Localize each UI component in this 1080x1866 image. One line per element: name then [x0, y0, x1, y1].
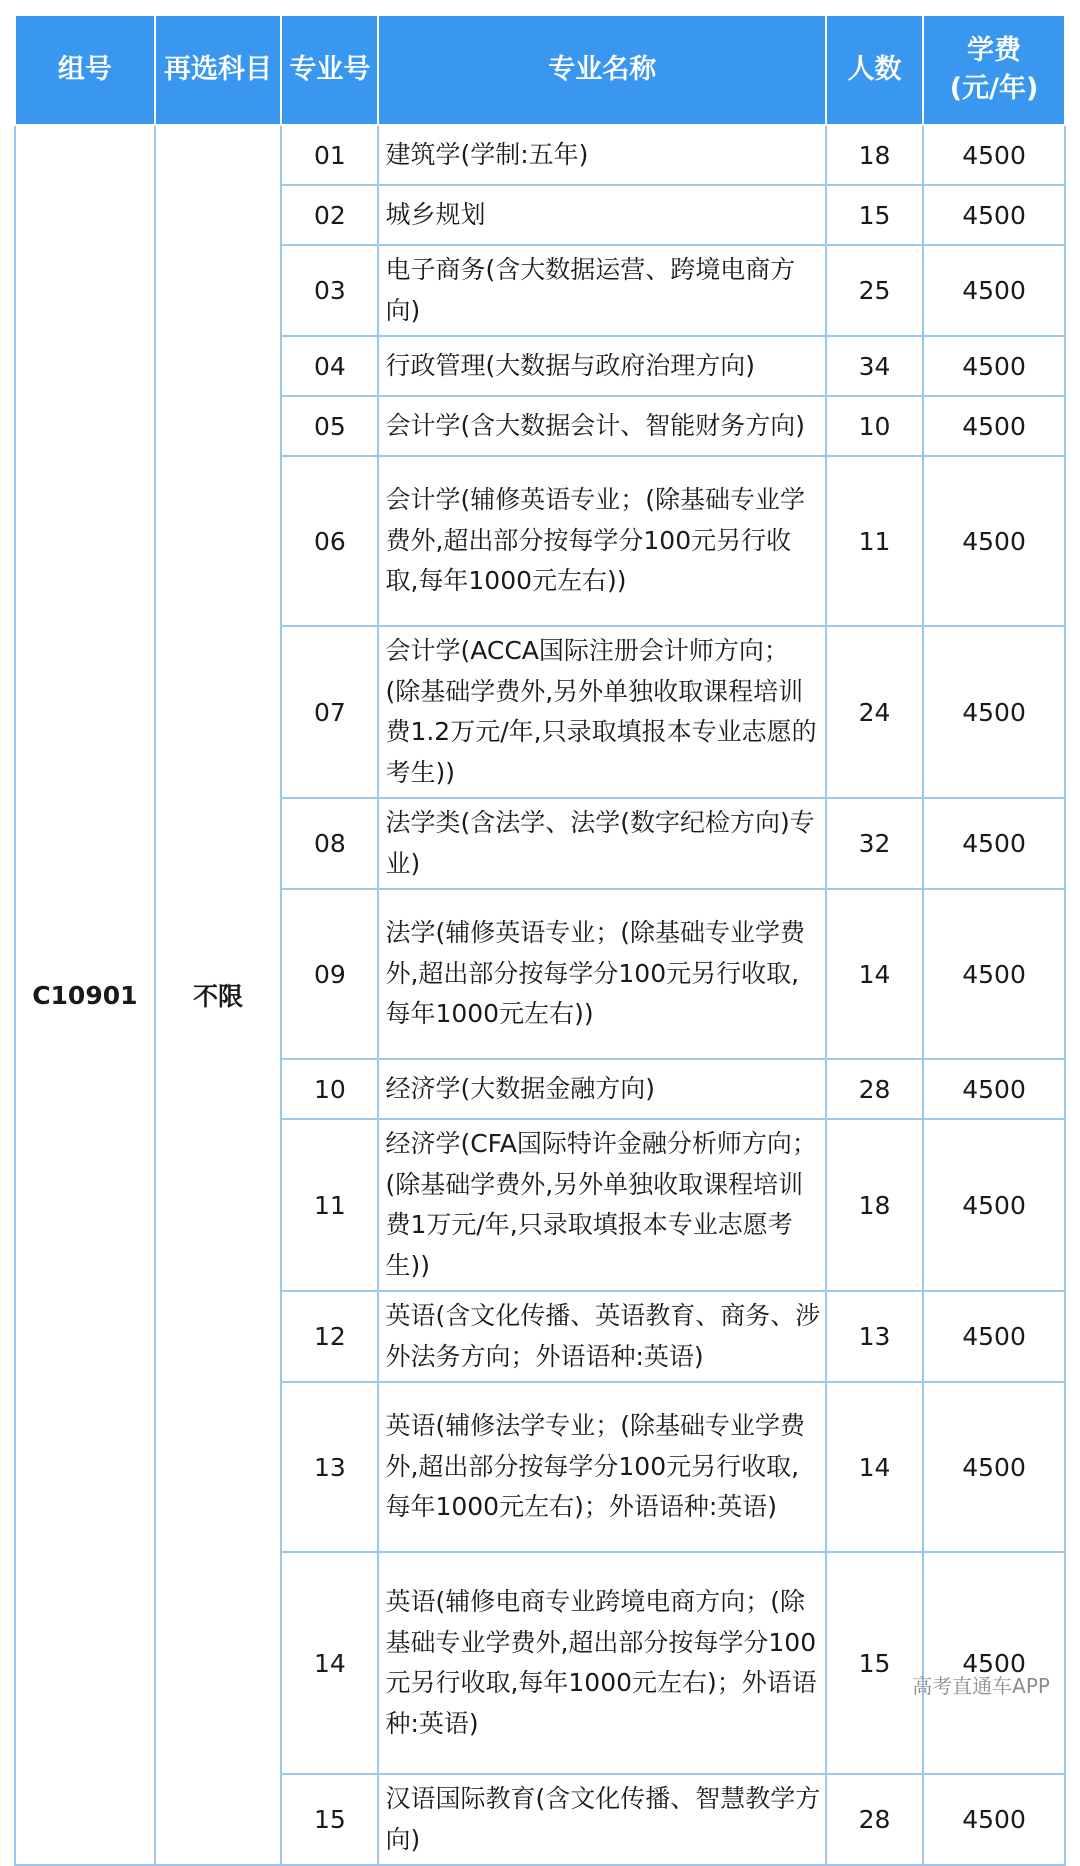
major-name-cell: 城乡规划: [378, 185, 826, 245]
fee-cell: 4500: [923, 626, 1065, 798]
count-cell: 15: [826, 1552, 923, 1774]
count-cell: 10: [826, 396, 923, 456]
header-count: 人数: [826, 15, 923, 125]
header-subject: 再选科目: [155, 15, 282, 125]
count-cell: 28: [826, 1774, 923, 1865]
header-fee: [923, 15, 1065, 125]
major-name-cell: 建筑学(学制:五年): [378, 125, 826, 185]
count-cell: 34: [826, 336, 923, 396]
major-name-cell: 英语(辅修法学专业；(除基础专业学费外,超出部分按每学分100元另行收取,每年1000元左右)；外语语种:英语): [378, 1382, 826, 1552]
fee-cell: 4500: [923, 1552, 1065, 1774]
major-name-cell: 会计学(ACCA国际注册会计师方向；(除基础学费外,另外单独收取课程培训费1.2万元/年,只录取填报本专业志愿的考生)): [378, 626, 826, 798]
count-cell: 18: [826, 1119, 923, 1291]
major-no-cell: 07: [281, 626, 378, 798]
major-no-cell: 01: [281, 125, 378, 185]
major-no-cell: 11: [281, 1119, 378, 1291]
admission-table: [14, 14, 1066, 1866]
major-no-cell: 05: [281, 396, 378, 456]
group-id-cell: C10901: [15, 125, 155, 1865]
subject-requirement-cell: 不限: [155, 125, 282, 1865]
fee-cell: 4500: [923, 1059, 1065, 1119]
major-no-cell: 04: [281, 336, 378, 396]
count-cell: 15: [826, 185, 923, 245]
fee-cell: 4500: [923, 185, 1065, 245]
count-cell: 18: [826, 125, 923, 185]
header-group: 组号: [15, 15, 155, 125]
table-row: [15, 125, 1065, 185]
count-cell: 13: [826, 1291, 923, 1382]
count-cell: 24: [826, 626, 923, 798]
fee-cell: 4500: [923, 336, 1065, 396]
major-name-cell: 会计学(辅修英语专业；(除基础专业学费外,超出部分按每学分100元另行收取,每年1000元左右)): [378, 456, 826, 626]
header-row: [15, 15, 1065, 125]
fee-cell: 4500: [923, 889, 1065, 1059]
fee-cell: 4500: [923, 1774, 1065, 1865]
fee-cell: 4500: [923, 245, 1065, 336]
major-no-cell: 02: [281, 185, 378, 245]
major-no-cell: 06: [281, 456, 378, 626]
major-no-cell: 14: [281, 1552, 378, 1774]
major-name-cell: 电子商务(含大数据运营、跨境电商方向): [378, 245, 826, 336]
count-cell: 14: [826, 1382, 923, 1552]
header-fee-line2: (元/年): [949, 73, 1039, 104]
major-name-cell: 会计学(含大数据会计、智能财务方向): [378, 396, 826, 456]
fee-cell: 4500: [923, 125, 1065, 185]
fee-cell: 4500: [923, 1382, 1065, 1552]
header-major-no: 专业号: [281, 15, 378, 125]
major-no-cell: 13: [281, 1382, 378, 1552]
major-no-cell: 15: [281, 1774, 378, 1865]
count-cell: 32: [826, 798, 923, 889]
count-cell: 28: [826, 1059, 923, 1119]
major-no-cell: 10: [281, 1059, 378, 1119]
count-cell: 25: [826, 245, 923, 336]
fee-cell: 4500: [923, 1291, 1065, 1382]
fee-cell: 4500: [923, 456, 1065, 626]
major-name-cell: 法学(辅修英语专业；(除基础专业学费外,超出部分按每学分100元另行收取,每年1000元左右)): [378, 889, 826, 1059]
major-name-cell: 英语(辅修电商专业跨境电商方向；(除基础专业学费外,超出部分按每学分100元另行收取,每年1000元左右)；外语语种:英语): [378, 1552, 826, 1774]
major-no-cell: 12: [281, 1291, 378, 1382]
major-no-cell: 09: [281, 889, 378, 1059]
header-major-name: 专业名称: [378, 15, 826, 125]
header-fee-line1: 学费: [967, 35, 1022, 66]
major-name-cell: 法学类(含法学、法学(数字纪检方向)专业): [378, 798, 826, 889]
fee-cell: 4500: [923, 396, 1065, 456]
major-no-cell: 08: [281, 798, 378, 889]
major-name-cell: 汉语国际教育(含文化传播、智慧教学方向): [378, 1774, 826, 1865]
watermark: 高考直通车APP: [912, 1674, 1050, 1698]
major-no-cell: 03: [281, 245, 378, 336]
count-cell: 14: [826, 889, 923, 1059]
count-cell: 11: [826, 456, 923, 626]
major-name-cell: 行政管理(大数据与政府治理方向): [378, 336, 826, 396]
major-name-cell: 经济学(CFA国际特许金融分析师方向；(除基础学费外,另外单独收取课程培训费1万元/年,只录取填报本专业志愿考生)): [378, 1119, 826, 1291]
fee-cell: 4500: [923, 1119, 1065, 1291]
major-name-cell: 经济学(大数据金融方向): [378, 1059, 826, 1119]
major-name-cell: 英语(含文化传播、英语教育、商务、涉外法务方向；外语语种:英语): [378, 1291, 826, 1382]
fee-cell: 4500: [923, 798, 1065, 889]
